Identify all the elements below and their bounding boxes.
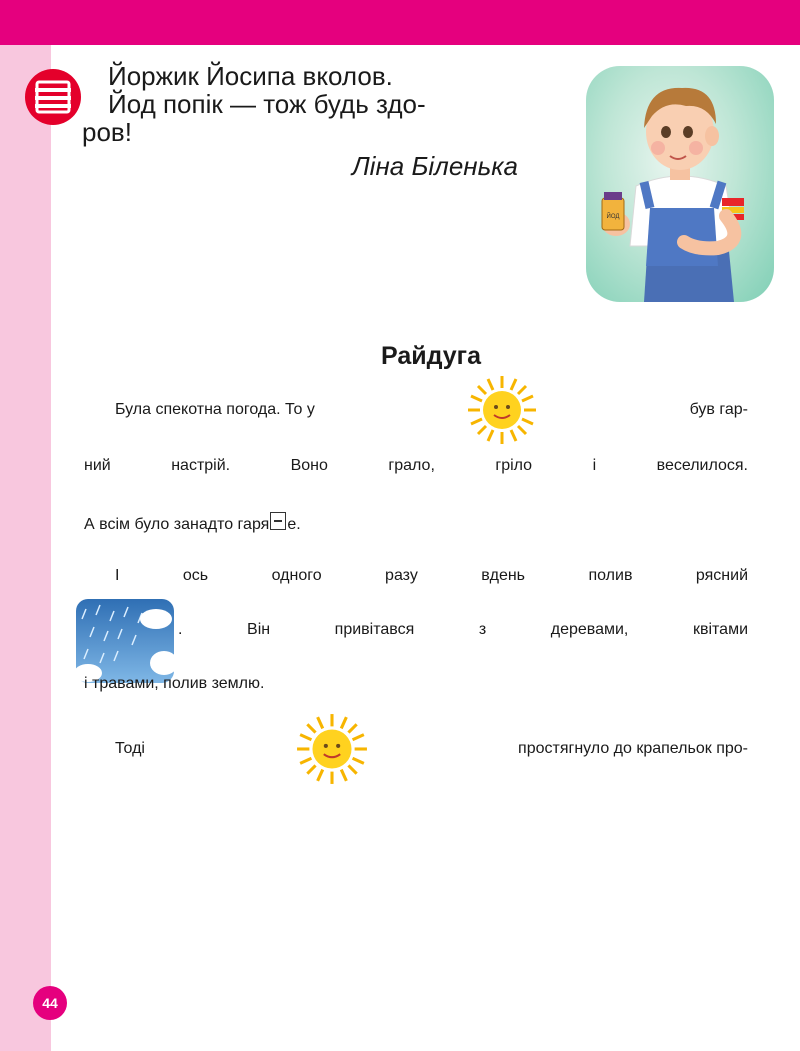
story-word: разу <box>385 567 418 584</box>
left-margin-strip <box>0 45 51 1051</box>
poem-line: Йод попік — тож будь здо- <box>108 89 426 119</box>
story-line <box>84 512 301 534</box>
story-word: рясний <box>695 567 748 584</box>
story-word: одного <box>271 567 322 584</box>
story-word: полив <box>588 567 633 584</box>
story-text: А всім було занадто гаря <box>84 516 270 533</box>
story-line <box>115 712 748 786</box>
top-color-band <box>0 0 800 45</box>
story-text: Тоді <box>115 740 145 757</box>
open-book-icon <box>24 68 82 126</box>
bottle-label: ЙОД <box>606 214 620 220</box>
poem-author: Ліна Біленька <box>351 151 518 181</box>
story-line: . Він привітався з деревами, квітами <box>178 621 748 638</box>
story-line: ний настрій. Воно грало, гріло і веселилося. <box>84 457 748 474</box>
story-word: І <box>115 567 120 584</box>
story-title: Райдуга <box>380 342 481 370</box>
rain-picture <box>76 599 174 683</box>
story-line <box>115 567 748 585</box>
poem-line: ров! <box>82 117 132 147</box>
story-text: Була спекотна погода. То у <box>115 401 315 418</box>
missing-letter-box <box>270 512 286 530</box>
story-word: ось <box>182 567 209 584</box>
sun-picture <box>295 712 369 786</box>
story-word: вдень <box>481 567 526 584</box>
poem-line: Йоржик Йосипа вколов. <box>108 61 393 91</box>
story-text: був гар- <box>689 401 748 418</box>
story-line <box>115 375 748 445</box>
story-text: простягнуло до крапельок про- <box>518 740 748 757</box>
boy-illustration <box>586 66 774 302</box>
sun-picture <box>466 374 538 446</box>
story-text: е. <box>287 516 301 533</box>
story-line: і травами, полив землю. <box>84 675 265 692</box>
poem <box>82 61 548 181</box>
page-number: 44 <box>33 986 67 1020</box>
